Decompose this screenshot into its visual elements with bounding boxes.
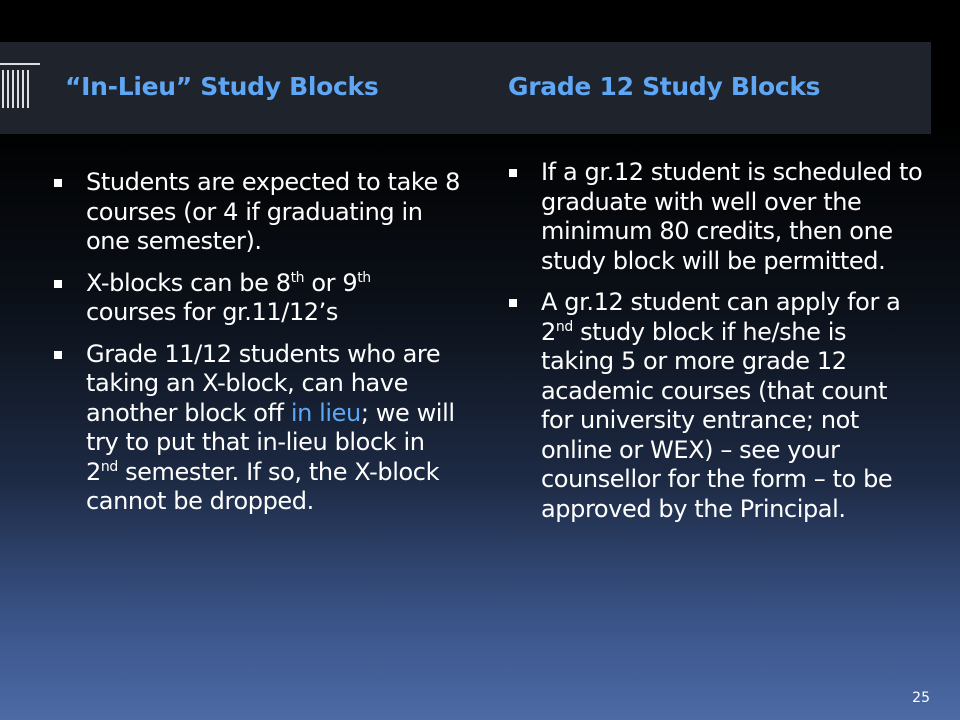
square-bullet-icon	[509, 169, 517, 177]
right-column-heading: Grade 12 Study Blocks	[508, 72, 821, 101]
left-column-heading: “In-Lieu” Study Blocks	[65, 72, 379, 101]
page-number: 25	[912, 690, 930, 706]
list-item	[50, 340, 460, 517]
bullet-text: Grade 11/12 students who are taking an X-block, can have another block off in lieu; we will try to put that in-lieu block in 2nd semester. If so, the X-block cannot be dropped.	[86, 339, 455, 515]
square-bullet-icon	[54, 179, 62, 187]
right-column	[505, 158, 925, 536]
square-bullet-icon	[509, 299, 517, 307]
square-bullet-icon	[54, 351, 62, 359]
list-item	[505, 288, 925, 524]
left-column	[50, 168, 460, 529]
in-lieu-link[interactable]: in lieu	[290, 398, 361, 427]
decorative-lines-icon	[0, 60, 40, 110]
bullet-text: If a gr.12 student is scheduled to graduate with well over the minimum 80 credits, then one study block will be permitted.	[541, 158, 923, 275]
list-item	[505, 158, 925, 276]
list-item	[50, 168, 460, 257]
square-bullet-icon	[54, 280, 62, 288]
list-item	[50, 269, 460, 328]
bullet-text: Students are expected to take 8 courses (or 4 if graduating in one semester).	[86, 168, 460, 255]
bullet-text: A gr.12 student can apply for a 2nd study block if he/she is taking 5 or more grade 12 academic courses (that count for university entrance; not online or WEX) – see your counsellor for the form – to be approved by the Principal.	[541, 288, 901, 523]
bullet-text: X-blocks can be 8th or 9th courses for gr.11/12’s	[86, 268, 371, 326]
